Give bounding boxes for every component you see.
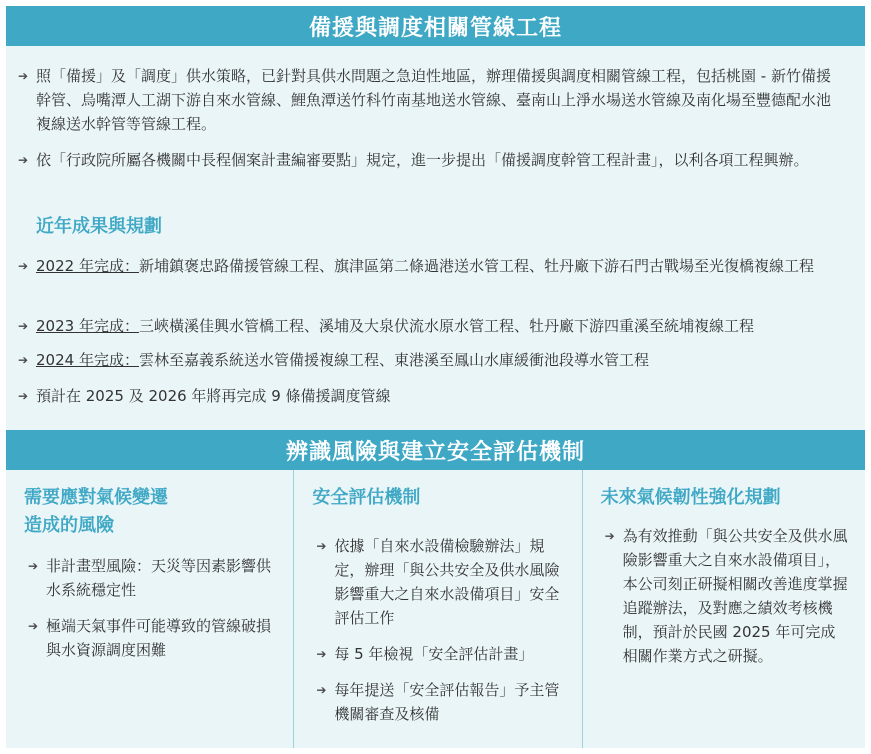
arrow-right-icon: ➔: [28, 559, 39, 573]
risk-columns: [6, 470, 865, 748]
list-item: [18, 64, 832, 136]
bullet-text: 依「行政院所屬各機關中長程個案計畫編審要點」規定，進一步提出「備援調度幹管工程計畫」，以利各項工程興辦。: [36, 151, 809, 169]
list-item: [604, 524, 848, 668]
item-text: 每年提送「安全評估報告」予主管機關審查及核備: [334, 681, 560, 723]
arrow-right-icon: ➔: [18, 353, 29, 367]
section-title-risk-assessment: 辨識風險與建立安全評估機制: [6, 430, 865, 470]
result-text: 新埔鎮褒忠路備援管線工程、旗津區第二條過港送水管工程、牡丹廠下游石門古戰場至光復橋複線工程: [138, 257, 814, 275]
arrow-right-icon: ➔: [18, 153, 29, 167]
arrow-right-icon: ➔: [316, 539, 327, 553]
list-item: [18, 314, 831, 338]
column-climate-risk: [6, 470, 294, 748]
result-year: 2023 年完成：: [36, 317, 139, 335]
arrow-right-icon: ➔: [18, 389, 29, 403]
plan-text: 預計在 2025 及 2026 年將再完成 9 條備援調度管線: [36, 387, 391, 405]
arrow-right-icon: ➔: [316, 683, 327, 697]
list-item: [18, 148, 831, 172]
pipeline-works-section: [6, 46, 865, 430]
arrow-right-icon: ➔: [18, 69, 29, 83]
list-item: [316, 642, 562, 666]
arrow-right-icon: ➔: [18, 319, 29, 333]
section-title-pipeline-works: 備援與調度相關管線工程: [6, 6, 865, 46]
item-text: 依據「自來水設備檢驗辦法」規定，辦理「與公共安全及供水風險影響重大之自來水設備項目」安全評估工作: [334, 537, 560, 627]
column-safety-mechanism: [294, 470, 582, 748]
subheading-recent-results: 近年成果與規劃: [36, 216, 162, 237]
list-item: [316, 534, 562, 630]
item-text: 極端天氣事件可能導致的管線破損與水資源調度困難: [46, 617, 272, 659]
item-text: 每 5 年檢視「安全評估計畫」: [334, 645, 534, 663]
result-text: 雲林至嘉義系統送水管備援複線工程、東港溪至鳳山水庫緩衝池段導水管工程: [138, 351, 649, 369]
column-title-line: 需要應對氣候變遷: [24, 487, 168, 508]
arrow-right-icon: ➔: [28, 619, 39, 633]
bullet-text: 照「備援」及「調度」供水策略，已針對具供水問題之急迫性地區，辦理備援與調度相關管線工程，包括桃園 - 新竹備援幹管、烏嘴潭人工湖下游自來水管線、鯉魚潭送竹科竹南基地送水管線、臺南山上淨水場送水管線及南化場至豐德配水池複線送水幹管等管線工程。: [36, 67, 832, 133]
result-year: 2022 年完成：: [36, 257, 139, 275]
column-climate-resilience: [583, 470, 865, 748]
list-item: [316, 678, 562, 726]
column-title: 未來氣候韌性強化規劃: [600, 487, 781, 508]
item-text: 為有效推動「與公共安全及供水風險影響重大之自來水設備項目」，本公司刻正研擬相關改善進度掌握追蹤辦法，及對應之績效考核機制，預計於民國 2025 年可完成相關作業方式之研擬。: [622, 527, 848, 665]
column-title: [24, 484, 168, 540]
list-item: [28, 554, 274, 602]
list-item: [18, 254, 831, 278]
arrow-right-icon: ➔: [18, 259, 29, 273]
result-year: 2024 年完成：: [36, 351, 139, 369]
arrow-right-icon: ➔: [604, 529, 615, 543]
result-text: 三峽橫溪佳興水管橋工程、溪埔及大泉伏流水原水管工程、牡丹廠下游四重溪至統埔複線工程: [138, 317, 754, 335]
column-title-line: 造成的風險: [24, 515, 114, 536]
list-item: [18, 348, 831, 372]
item-text: 非計畫型風險：天災等因素影響供水系統穩定性: [46, 557, 272, 599]
list-item: [28, 614, 274, 662]
list-item: [18, 384, 831, 408]
column-title: 安全評估機制: [312, 487, 421, 508]
arrow-right-icon: ➔: [316, 647, 327, 661]
